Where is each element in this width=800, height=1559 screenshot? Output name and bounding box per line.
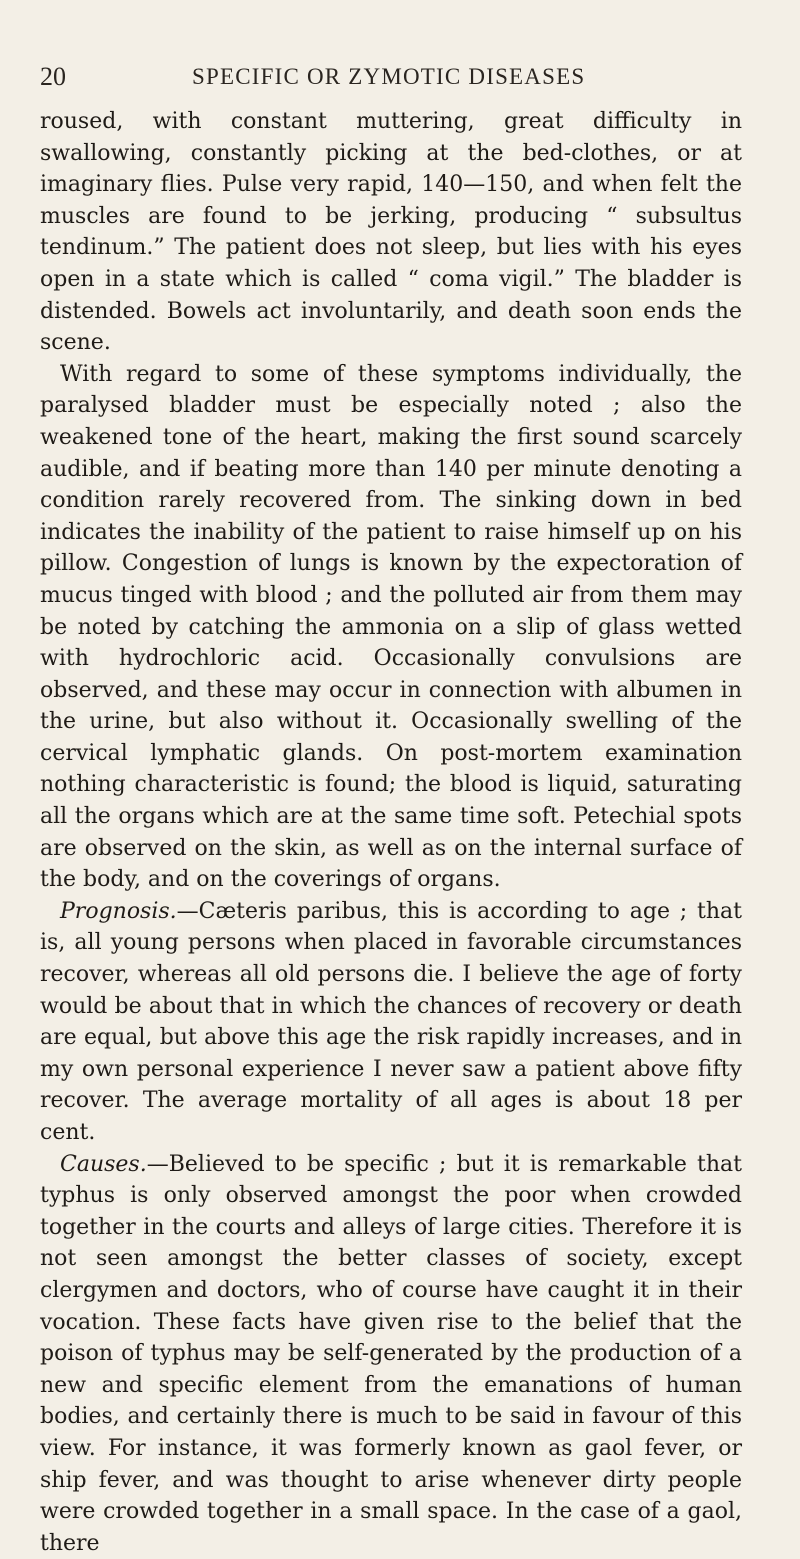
section-heading: Causes.	[60, 1151, 147, 1177]
paragraph-symptoms	[40, 359, 742, 896]
body-text	[40, 106, 742, 1559]
page-number: 20	[40, 62, 66, 91]
page-header	[40, 62, 742, 94]
paragraph-prognosis	[40, 896, 742, 1149]
section-heading: Prognosis.	[60, 898, 177, 924]
paragraph-text: —Believed to be specific ; but it is remarkable that typhus is only observed amongst the poor when crowded together in the courts and alleys of large cities. Therefore it is not seen amongst the better classes of society, except clergymen and doctors, who of course have caught it in their vocation. These facts have given rise to the belief that the poison of typhus may be self-generated by the production of a new and specific element from the emanations of human bodies, and certainly there is much to be said in favour of this view. For instance, it was formerly known as gaol fever, or ship fever, and was thought to arise whenever dirty people were crowded together in a small space. In the case of a gaol, there	[40, 1151, 742, 1556]
paragraph-text: —Cæteris paribus, this is according to age ; that is, all young persons when placed in favorable circumstances recover, whereas all old persons die. I believe the age of forty would be about that in which the chances of recovery or death are equal, but above this age the risk rapidly increases, and in my own personal experience I never saw a patient above fifty recover. The average mortality of all ages is about 18 per cent.	[40, 898, 742, 1145]
paragraph-text: roused, with constant muttering, great difficulty in swallowing, constantly picking at the bed-clothes, or at imaginary flies. Pulse very rapid, 140—150, and when felt the muscles are found to be jerking, producing “ subsultus tendinum.” The patient does not sleep, but lies with his eyes open in a state which is called “ coma vigil.” The bladder is distended. Bowels act involuntarily, and death soon ends the scene.	[40, 109, 742, 356]
paragraph-continuation	[40, 106, 742, 359]
running-head: SPECIFIC OR ZYMOTIC DISEASES	[192, 64, 586, 89]
paragraph-causes	[40, 1149, 742, 1559]
paragraph-text: With regard to some of these symptoms individually, the paralysed bladder must be especially noted ; also the weakened tone of the heart, making the first sound scarcely audible, and if beating more than 140 per minute denoting a condition rarely recovered from. The sinking down in bed indicates the inability of the patient to raise himself up on his pillow. Congestion of lungs is known by the expectoration of mucus tinged with blood ; and the polluted air from them may be noted by catching the ammonia on a slip of glass wetted with hydrochloric acid. Occasionally convulsions are observed, and these may occur in connection with albumen in the urine, but also without it. Occasionally swelling of the cervical lymphatic glands. On post-mortem examination nothing characteristic is found; the blood is liquid, saturating all the organs which are at the same time soft. Petechial spots are observed on the skin, as well as on the internal surface of the body, and on the coverings of organs.	[40, 361, 742, 893]
